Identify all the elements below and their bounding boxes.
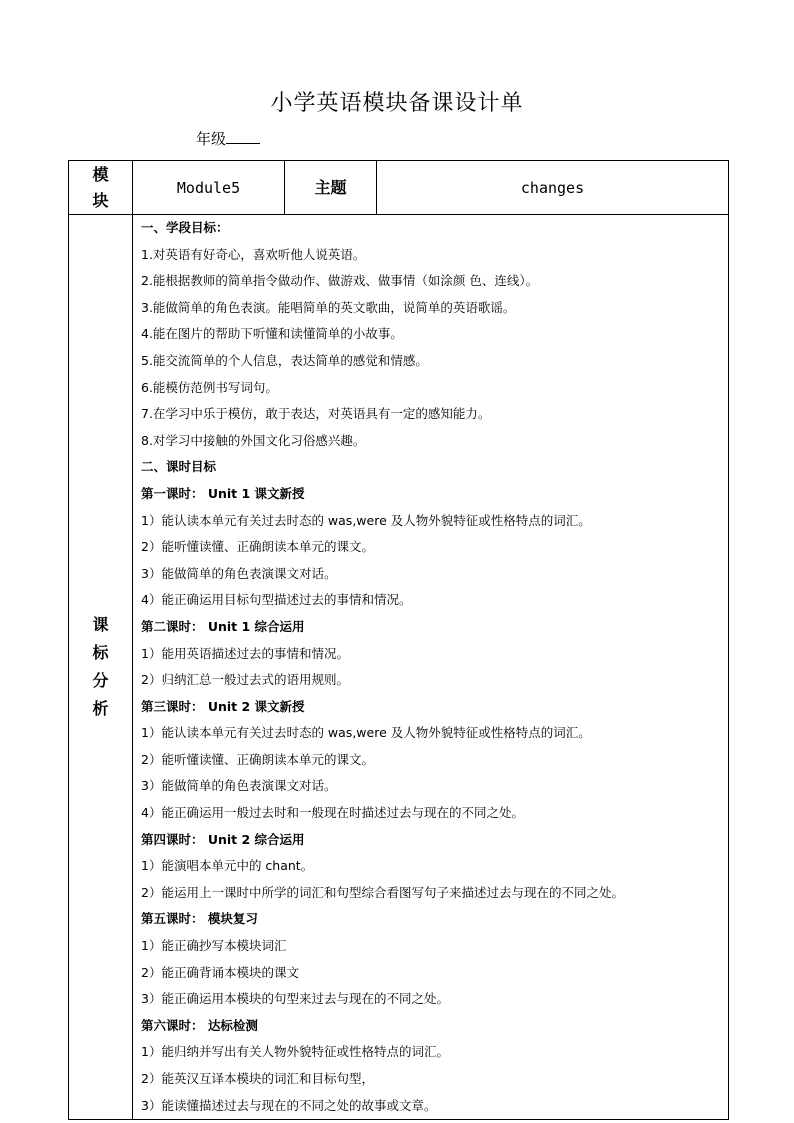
header-row — [69, 161, 729, 215]
objective-line: 1）能演唱本单元中的 chant。 — [141, 858, 314, 874]
objectives-list — [141, 215, 720, 1119]
grade-label: 年级 — [196, 130, 227, 148]
module-label-cell — [69, 161, 133, 215]
topic-label: 主题 — [314, 177, 347, 197]
module-value: Module5 — [176, 178, 241, 197]
section-heading: 第一课时： Unit 1 课文新授 — [141, 485, 305, 501]
curriculum-label-char: 课 — [92, 615, 109, 635]
objective-line: 1.对英语有好奇心，喜欢听他人说英语。 — [141, 246, 366, 262]
section-heading: 第六课时： 达标检测 — [141, 1017, 258, 1033]
lesson-plan-table — [68, 160, 729, 1120]
objective-line: 2）能听懂读懂、正确朗读本单元的课文。 — [141, 751, 374, 767]
section-heading: 第四课时： Unit 2 综合运用 — [141, 831, 305, 847]
objective-line: 3）能做简单的角色表演课文对话。 — [141, 565, 337, 581]
objective-line: 2）能听懂读懂、正确朗读本单元的课文。 — [141, 539, 374, 555]
objective-line: 3）能正确运用本模块的句型来过去与现在的不同之处。 — [141, 991, 449, 1007]
objective-line: 3）能做简单的角色表演课文对话。 — [141, 778, 337, 794]
topic-value-cell — [377, 161, 729, 215]
grade-field — [196, 128, 260, 149]
curriculum-label-char: 标 — [92, 643, 109, 663]
objective-line: 3）能读懂描述过去与现在的不同之处的故事或文章。 — [141, 1097, 437, 1113]
grade-blank — [226, 129, 260, 144]
objective-line: 1）能认读本单元有关过去时态的 was,were 及人物外貌特征或性格特点的词汇。 — [141, 725, 591, 741]
module-value-cell — [133, 161, 285, 215]
section-heading: 二、课时目标 — [141, 459, 217, 475]
topic-value: changes — [520, 178, 585, 197]
objective-line: 3.能做简单的角色表演。能唱简单的英文歌曲，说简单的英语歌谣。 — [141, 299, 516, 315]
topic-label-cell — [285, 161, 377, 215]
curriculum-label-char: 析 — [92, 699, 109, 719]
curriculum-row — [69, 215, 729, 1120]
curriculum-content-cell — [133, 215, 729, 1120]
objective-line: 1）能归纳并写出有关人物外貌特征或性格特点的词汇。 — [141, 1044, 449, 1060]
document-title: 小学英语模块备课设计单 — [270, 91, 524, 116]
section-heading: 一、学段目标： — [141, 220, 229, 235]
objective-line: 2）能运用上一课时中所学的词汇和句型综合看图写句子来描述过去与现在的不同之处。 — [141, 884, 624, 900]
objective-line: 2）能正确背诵本模块的课文 — [141, 964, 299, 980]
objective-line: 1）能认读本单元有关过去时态的 was,were 及人物外貌特征或性格特点的词汇。 — [141, 512, 591, 528]
curriculum-label-cell — [69, 215, 133, 1120]
curriculum-label-char: 分 — [92, 671, 109, 691]
objective-line: 8.对学习中接触的外国文化习俗感兴趣。 — [141, 432, 366, 448]
objective-line: 2）能英汉互译本模块的词汇和目标句型， — [141, 1071, 374, 1086]
objective-line: 6.能模仿范例书写词句。 — [141, 379, 278, 395]
section-heading: 第五课时： 模块复习 — [141, 911, 258, 927]
module-label-char: 模 — [92, 164, 109, 184]
objective-line: 2.能根据教师的简单指令做动作、做游戏、做事情（如涂颜 色、连线）。 — [141, 273, 539, 289]
objective-line: 7.在学习中乐于模仿，敢于表达，对英语具有一定的感知能力。 — [141, 406, 491, 422]
objective-line: 1）能用英语描述过去的事情和情况。 — [141, 645, 349, 661]
objective-line: 2）归纳汇总一般过去式的语用规则。 — [141, 672, 349, 688]
module-label-char: 块 — [92, 190, 109, 210]
objective-line: 4）能正确运用目标句型描述过去的事情和情况。 — [141, 592, 412, 608]
objective-line: 5.能交流简单的个人信息，表达简单的感觉和情感。 — [141, 352, 428, 368]
objective-line: 1）能正确抄写本模块词汇 — [141, 938, 287, 954]
objective-line: 4.能在图片的帮助下听懂和读懂简单的小故事。 — [141, 326, 403, 342]
section-heading: 第二课时： Unit 1 综合运用 — [141, 618, 305, 634]
objective-line: 4）能正确运用一般过去时和一般现在时描述过去与现在的不同之处。 — [141, 805, 524, 821]
section-heading: 第三课时： Unit 2 课文新授 — [141, 698, 305, 714]
